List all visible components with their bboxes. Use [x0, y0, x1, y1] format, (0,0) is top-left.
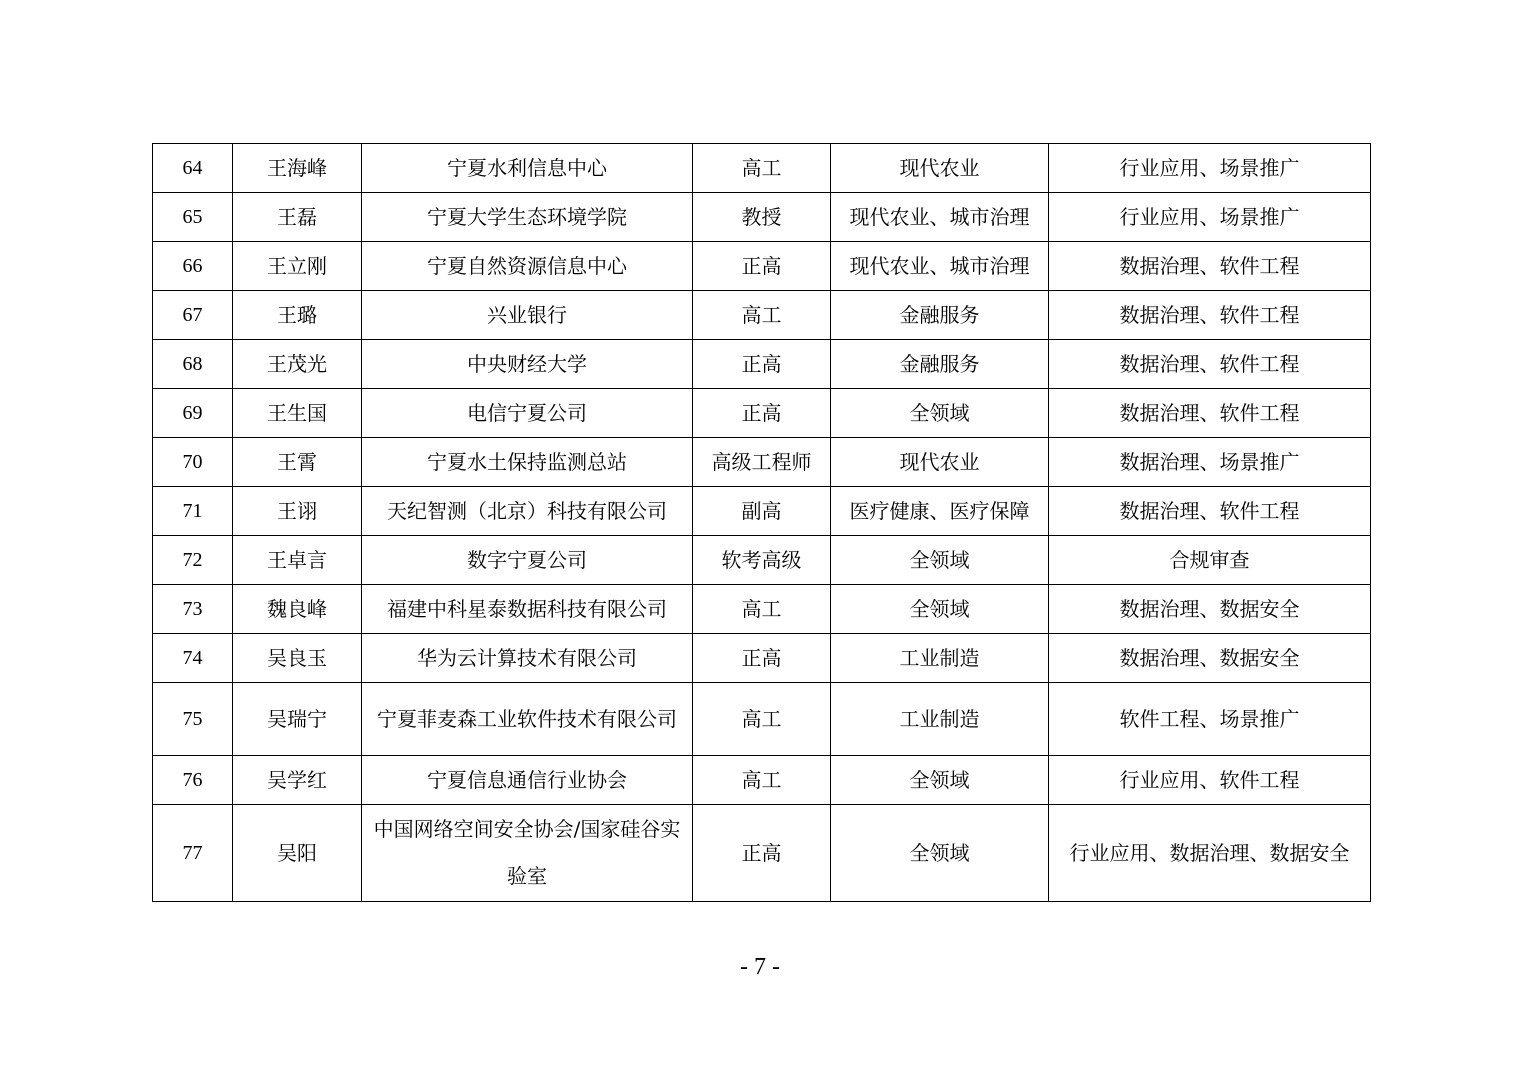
expert-organization: 电信宁夏公司	[362, 389, 693, 438]
row-number: 66	[153, 242, 233, 291]
expert-name: 王海峰	[233, 144, 362, 193]
expert-name: 王生国	[233, 389, 362, 438]
row-number: 71	[153, 487, 233, 536]
expert-title: 高工	[693, 585, 831, 634]
expert-expertise: 软件工程、场景推广	[1049, 683, 1371, 756]
expert-organization: 宁夏大学生态环境学院	[362, 193, 693, 242]
row-number: 65	[153, 193, 233, 242]
row-number: 67	[153, 291, 233, 340]
expert-organization: 宁夏水利信息中心	[362, 144, 693, 193]
expert-expertise: 行业应用、软件工程	[1049, 756, 1371, 805]
table-row	[153, 683, 1371, 756]
expert-organization: 宁夏水土保持监测总站	[362, 438, 693, 487]
expert-name: 吴学红	[233, 756, 362, 805]
expert-expertise: 数据治理、软件工程	[1049, 487, 1371, 536]
expert-field: 全领域	[831, 805, 1049, 902]
expert-title: 正高	[693, 340, 831, 389]
table-row	[153, 291, 1371, 340]
expert-expertise: 数据治理、软件工程	[1049, 340, 1371, 389]
expert-field: 现代农业、城市治理	[831, 242, 1049, 291]
expert-name: 王茂光	[233, 340, 362, 389]
expert-name: 吴阳	[233, 805, 362, 902]
expert-expertise: 数据治理、软件工程	[1049, 389, 1371, 438]
expert-title: 高工	[693, 683, 831, 756]
table-row	[153, 193, 1371, 242]
expert-field: 工业制造	[831, 683, 1049, 756]
row-number: 68	[153, 340, 233, 389]
expert-title: 正高	[693, 805, 831, 902]
expert-title: 高级工程师	[693, 438, 831, 487]
expert-field: 全领域	[831, 389, 1049, 438]
expert-field: 全领域	[831, 536, 1049, 585]
expert-field: 金融服务	[831, 291, 1049, 340]
expert-table	[152, 143, 1371, 902]
expert-expertise: 行业应用、场景推广	[1049, 193, 1371, 242]
expert-field: 金融服务	[831, 340, 1049, 389]
expert-expertise: 行业应用、数据治理、数据安全	[1049, 805, 1371, 902]
expert-organization: 天纪智测（北京）科技有限公司	[362, 487, 693, 536]
expert-field: 现代农业、城市治理	[831, 193, 1049, 242]
expert-organization: 宁夏信息通信行业协会	[362, 756, 693, 805]
table-row	[153, 340, 1371, 389]
expert-name: 吴瑞宁	[233, 683, 362, 756]
expert-title: 正高	[693, 242, 831, 291]
expert-expertise: 数据治理、软件工程	[1049, 291, 1371, 340]
table-row	[153, 634, 1371, 683]
expert-table-body	[153, 144, 1371, 902]
expert-field: 全领域	[831, 756, 1049, 805]
table-row	[153, 242, 1371, 291]
expert-expertise: 合规审查	[1049, 536, 1371, 585]
expert-organization: 宁夏自然资源信息中心	[362, 242, 693, 291]
expert-field: 工业制造	[831, 634, 1049, 683]
expert-field: 现代农业	[831, 144, 1049, 193]
table-row	[153, 805, 1371, 902]
expert-organization: 华为云计算技术有限公司	[362, 634, 693, 683]
row-number: 72	[153, 536, 233, 585]
expert-expertise: 数据治理、软件工程	[1049, 242, 1371, 291]
table-row	[153, 536, 1371, 585]
expert-name: 王立刚	[233, 242, 362, 291]
expert-title: 高工	[693, 756, 831, 805]
expert-name: 吴良玉	[233, 634, 362, 683]
page-number: - 7 -	[740, 954, 780, 980]
expert-name: 魏良峰	[233, 585, 362, 634]
table-row	[153, 438, 1371, 487]
expert-name: 王磊	[233, 193, 362, 242]
table-row	[153, 487, 1371, 536]
table-row	[153, 144, 1371, 193]
expert-organization: 中国网络空间安全协会/国家硅谷实验室	[362, 805, 693, 902]
expert-organization: 福建中科星泰数据科技有限公司	[362, 585, 693, 634]
table-row	[153, 389, 1371, 438]
expert-title: 正高	[693, 634, 831, 683]
expert-organization: 宁夏菲麦森工业软件技术有限公司	[362, 683, 693, 756]
expert-field: 全领域	[831, 585, 1049, 634]
expert-expertise: 数据治理、场景推广	[1049, 438, 1371, 487]
row-number: 76	[153, 756, 233, 805]
expert-title: 高工	[693, 144, 831, 193]
expert-name: 王霄	[233, 438, 362, 487]
row-number: 77	[153, 805, 233, 902]
expert-field: 现代农业	[831, 438, 1049, 487]
expert-organization: 中央财经大学	[362, 340, 693, 389]
row-number: 73	[153, 585, 233, 634]
row-number: 74	[153, 634, 233, 683]
expert-organization: 数字宁夏公司	[362, 536, 693, 585]
expert-name: 王卓言	[233, 536, 362, 585]
row-number: 70	[153, 438, 233, 487]
expert-field: 医疗健康、医疗保障	[831, 487, 1049, 536]
expert-expertise: 行业应用、场景推广	[1049, 144, 1371, 193]
table-row	[153, 756, 1371, 805]
expert-expertise: 数据治理、数据安全	[1049, 634, 1371, 683]
row-number: 64	[153, 144, 233, 193]
expert-title: 副高	[693, 487, 831, 536]
expert-title: 正高	[693, 389, 831, 438]
expert-name: 王诩	[233, 487, 362, 536]
row-number: 75	[153, 683, 233, 756]
expert-title: 软考高级	[693, 536, 831, 585]
expert-title: 高工	[693, 291, 831, 340]
expert-name: 王璐	[233, 291, 362, 340]
expert-expertise: 数据治理、数据安全	[1049, 585, 1371, 634]
expert-organization: 兴业银行	[362, 291, 693, 340]
table-row	[153, 585, 1371, 634]
expert-title: 教授	[693, 193, 831, 242]
row-number: 69	[153, 389, 233, 438]
